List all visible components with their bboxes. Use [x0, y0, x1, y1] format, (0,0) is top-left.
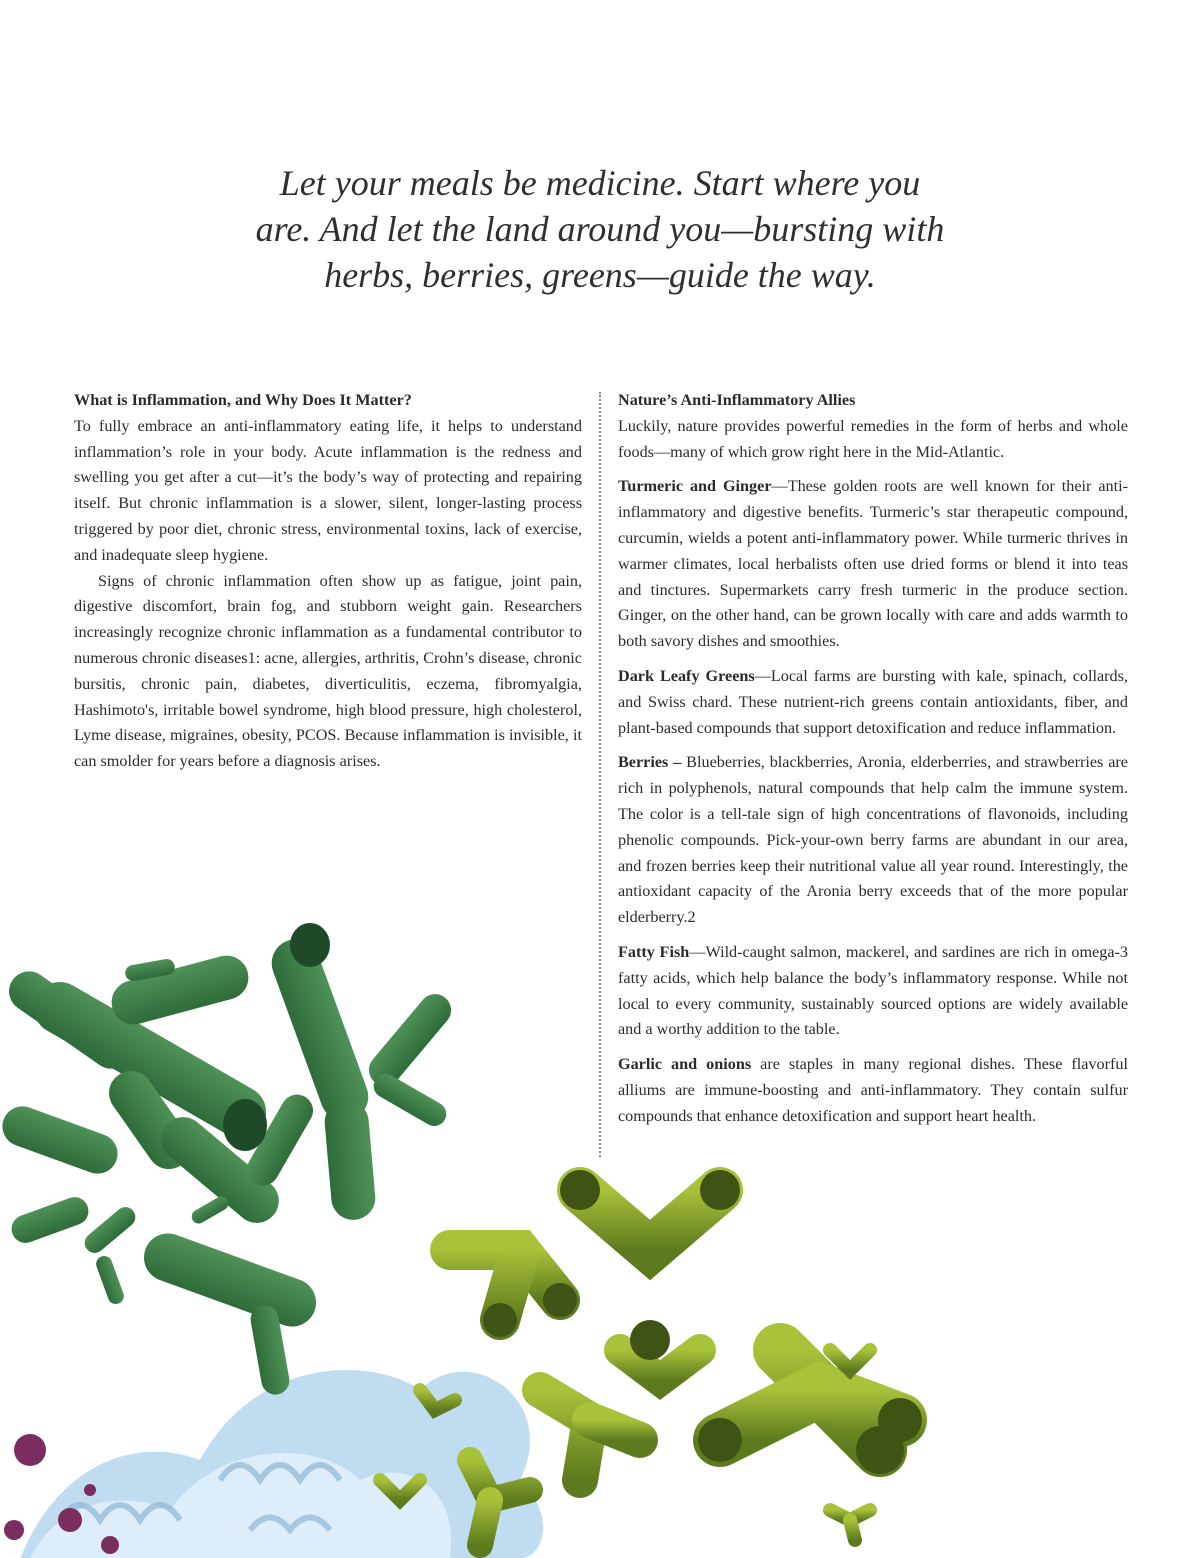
- pull-quote: [150, 160, 1050, 298]
- pull-quote-line-3: herbs, berries, greens—guide the way.: [324, 255, 876, 295]
- inflammation-heading: What is Inflammation, and Why Does It Matter?: [74, 391, 412, 409]
- ally-item: [618, 474, 1128, 655]
- ally-item: [618, 750, 1128, 931]
- allies-heading: Nature’s Anti-Inflammatory Allies: [618, 391, 856, 409]
- allies-intro: Luckily, nature provides powerful remedies in the form of herbs and whole foods—many of which grow right here in the Mid-Atlantic.: [618, 416, 1128, 461]
- ally-term: Turmeric and Ginger: [618, 477, 772, 496]
- ally-term: Fatty Fish: [618, 942, 690, 961]
- ally-text: Blueberries, blackberries, Aronia, elderberries, and strawberries are rich in polyphenols, natural compounds that help calm the immune system. The color is a tell-tale sign of high concentrations of flavonoids, including phenolic compounds. Pick-your-own berry farms are abundant in our area, and frozen berries keep their nutritional value all year round. Interestingly, the antioxidant capacity of the Aronia berry exceeds that of the more popular elderberry.2: [618, 753, 1128, 927]
- ally-item: [618, 664, 1128, 741]
- ally-text: are staples in many regional dishes. These flavorful alliums are immune-boosting and anti-inflammatory. They contain sulfur compounds that enhance detoxification and support heart health.: [618, 1055, 1129, 1125]
- pull-quote-line-2: are. And let the land around you—bursting with: [255, 209, 945, 249]
- ally-text: —Wild-caught salmon, mackerel, and sardines are rich in omega-3 fatty acids, which help balance the body’s inflammatory response. While not local to every community, sustainably sourced options are widely available and a worthy addition to the table.: [618, 942, 1128, 1039]
- left-column: [74, 388, 582, 775]
- inflammation-paragraph-1: To fully embrace an anti-inflammatory eating life, it helps to understand inflammation’s role in your body. Acute inflammation is the redness and swelling you get after a cut—it’s the body’s way of protecting and repairing itself. But chronic inflammation is a slower, silent, longer-lasting process triggered by poor diet, chronic stress, environmental toxins, lack of exercise, and inadequate sleep hygiene.: [74, 416, 582, 564]
- ally-term: Berries –: [618, 753, 682, 772]
- ally-term: Dark Leafy Greens: [618, 666, 755, 685]
- ally-term: Garlic and onions: [618, 1055, 752, 1074]
- bacteria-rods: [0, 933, 458, 1397]
- ally-text: —These golden roots are well known for their anti-inflammatory and digestive benefits. Turmeric’s star therapeutic compound, curcumin, wields a potent anti-inflammatory power. While turmeric thrives in warmer climates, local herbalists often use dried forms or blend it into teas and tinctures. Supermarkets carry fresh turmeric in the produce section. Ginger, on the other hand, can be grown locally with care and adds warmth to both savory dishes and smoothies.: [618, 477, 1128, 651]
- ally-text: —Local farms are bursting with kale, spinach, collards, and Swiss chard. These nutrient-rich greens contain antioxidants, fiber, and plant-based compounds that support detoxification and reduce inflammation.: [618, 666, 1128, 737]
- pull-quote-line-1: Let your meals be medicine. Start where you: [279, 163, 921, 203]
- microbiome-illustration: [0, 920, 1000, 1558]
- inflammation-paragraph-2: Signs of chronic inflammation often show up as fatigue, joint pain, digestive discomfort, brain fog, and stubborn weight gain. Researchers increasingly recognize chronic inflammation as a fundamental contributor to numerous chronic diseases1: acne, allergies, arthritis, Crohn’s disease, chronic bursitis, chronic pain, diabetes, diverticulitis, eczema, fibromyalgia, Hashimoto's, irritable bowel syndrome, high blood pressure, high cholesterol, Lyme disease, migraines, obesity, PCOS. Because inflammation is invisible, it can smolder for years before a diagnosis arises.: [74, 571, 582, 771]
